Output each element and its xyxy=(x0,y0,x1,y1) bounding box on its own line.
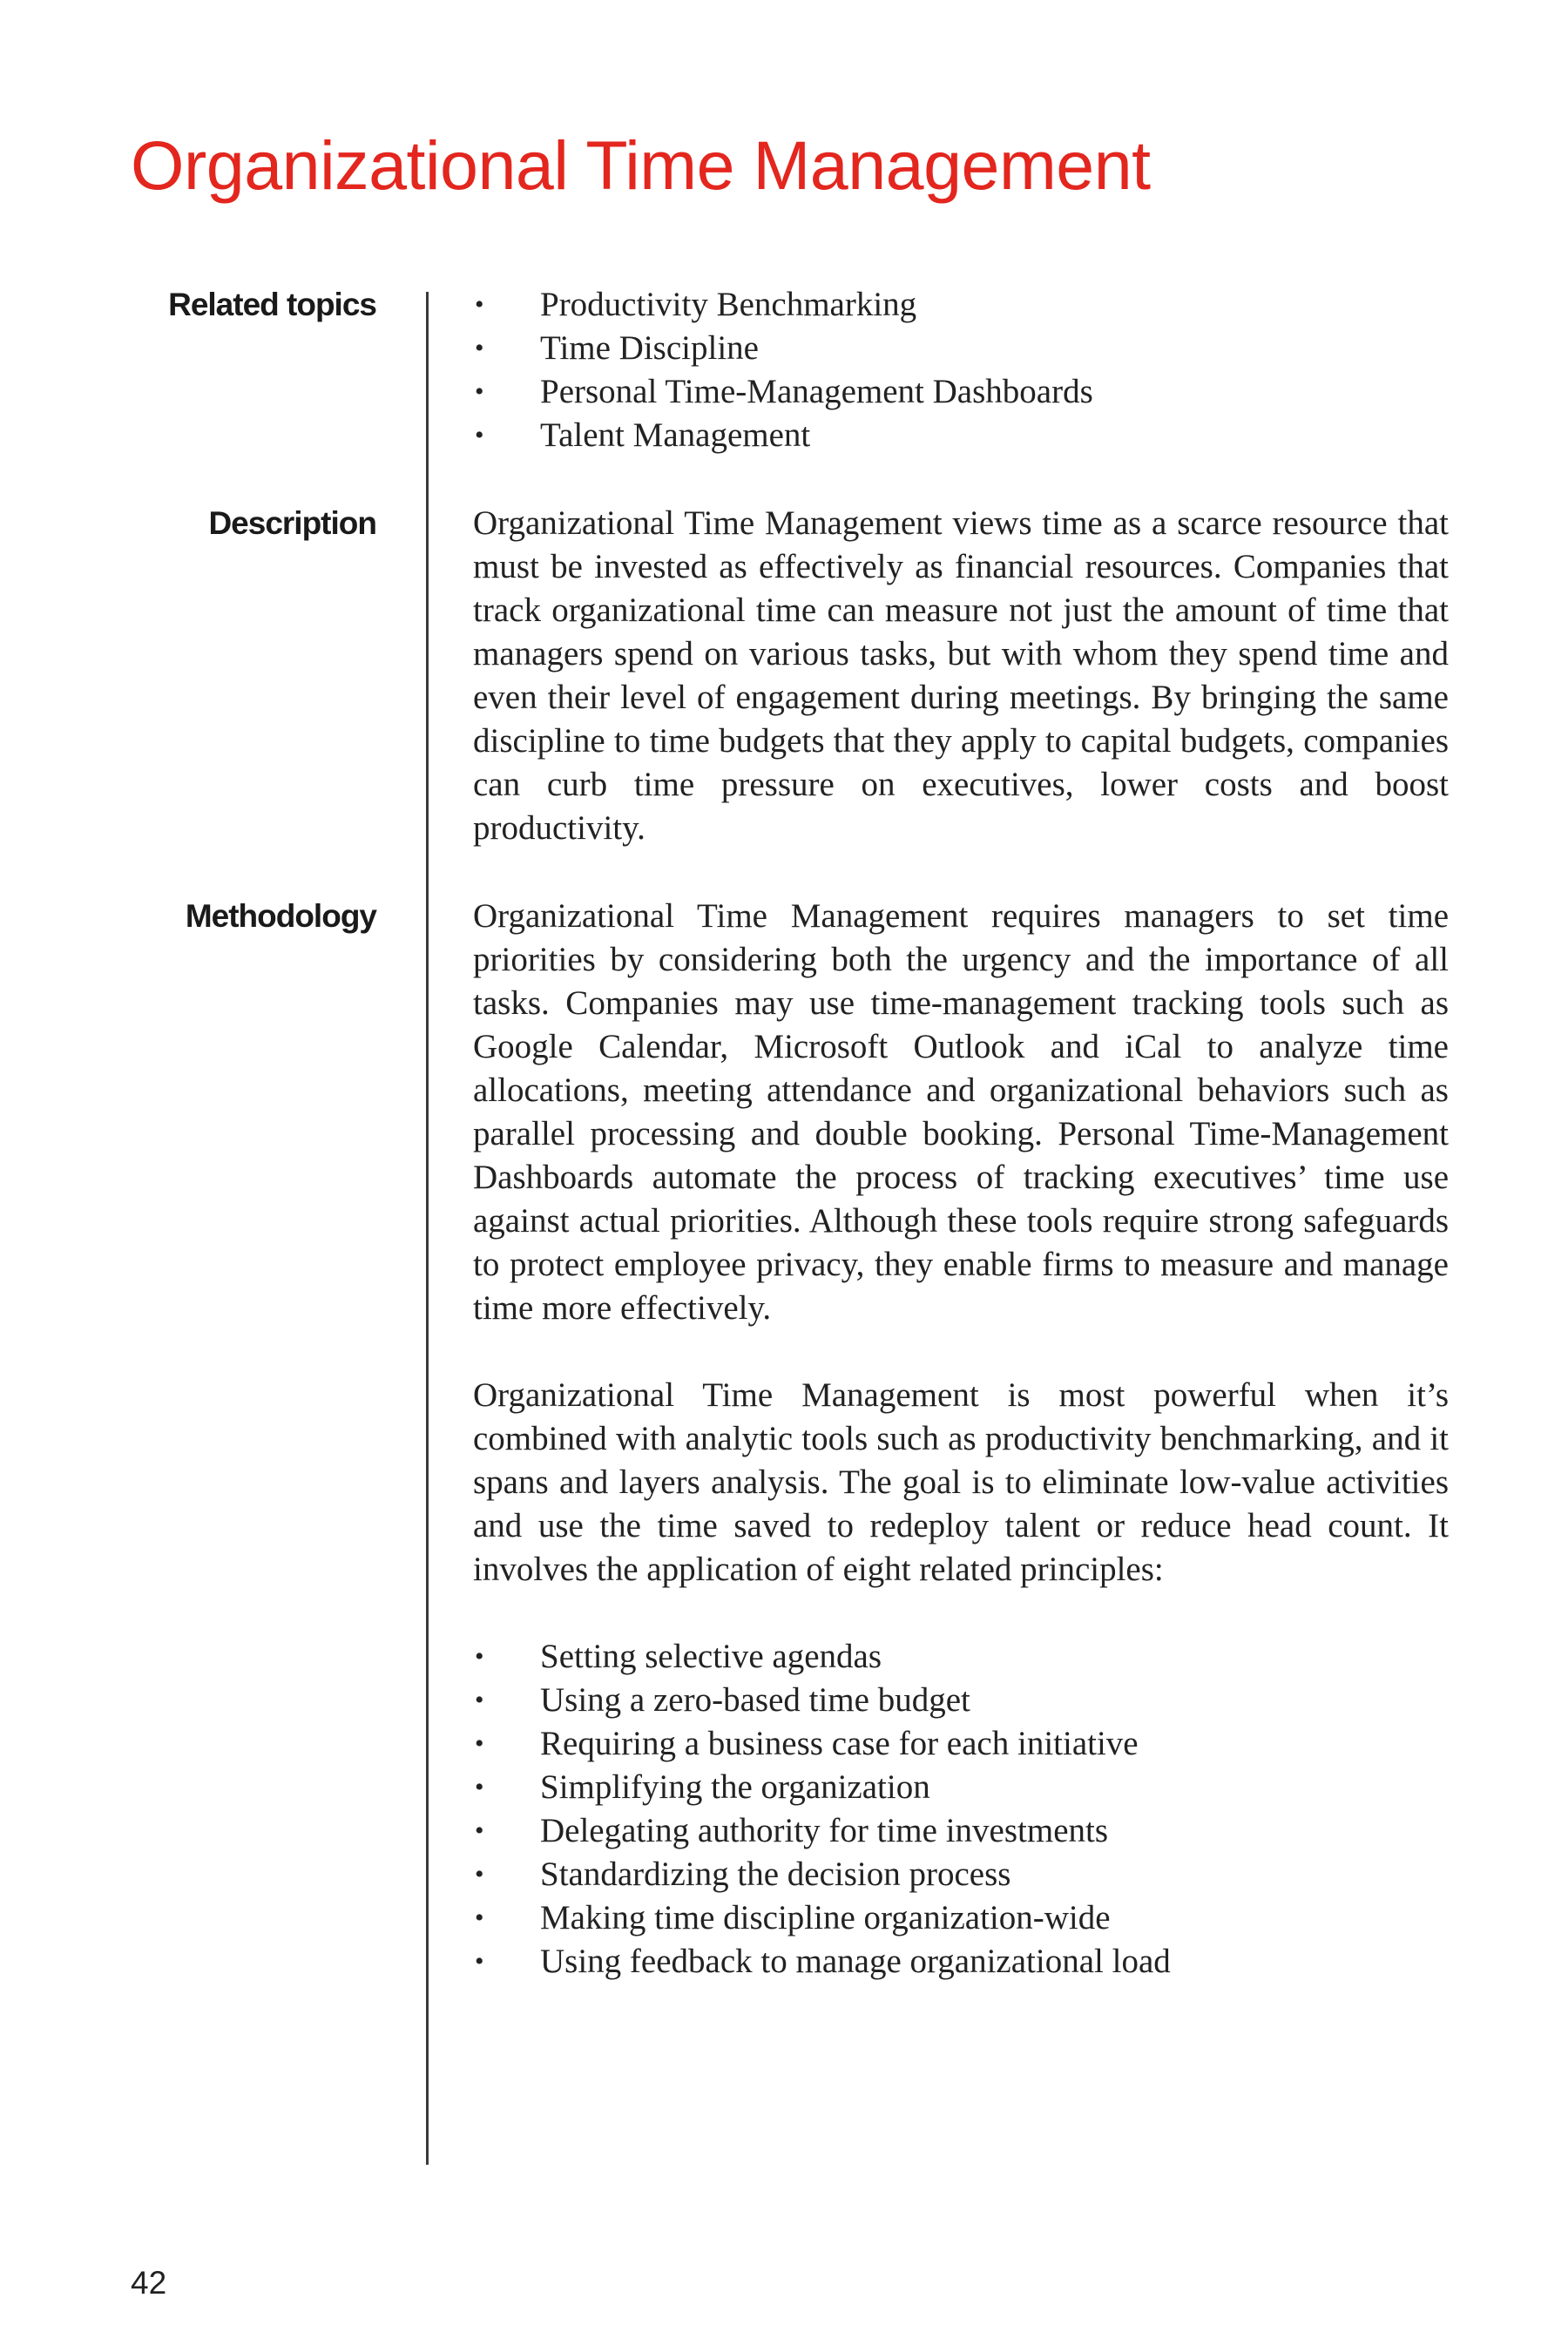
list-item xyxy=(473,1766,1449,1809)
bullet-icon: • xyxy=(475,334,484,362)
related-topics-body xyxy=(473,283,1449,457)
bullet-icon: • xyxy=(475,1773,484,1801)
principle-text: Making time discipline organization-wide xyxy=(540,1899,1111,1936)
bullet-icon: • xyxy=(475,1903,484,1932)
description-body xyxy=(473,502,1449,850)
related-topic-text: Time Discipline xyxy=(540,329,759,367)
related-topic-text: Productivity Benchmarking xyxy=(540,286,917,323)
list-item xyxy=(473,283,1449,327)
bullet-icon: • xyxy=(475,377,484,406)
list-item xyxy=(473,1940,1449,1984)
list-item xyxy=(473,1853,1449,1896)
related-topic-text: Talent Management xyxy=(540,416,811,454)
principles-list xyxy=(473,1635,1449,1984)
list-item xyxy=(473,1896,1449,1940)
bullet-icon: • xyxy=(475,1686,484,1714)
principle-text: Using feedback to manage organizational load xyxy=(540,1943,1171,1980)
bullet-icon: • xyxy=(475,1860,484,1889)
list-item xyxy=(473,1635,1449,1679)
bullet-icon: • xyxy=(475,290,484,319)
principle-text: Requiring a business case for each initiative xyxy=(540,1725,1139,1762)
description-paragraph: Organizational Time Management views time as a scarce resource that must be invested as effectively as financial resources. Companies that track organizational time can measure not just the amount of time that managers spend on various tasks, but with whom they spend time and even their level of engagement during meetings. By bringing the same discipline to time budgets that they apply to capital budgets, companies can curb time pressure on executives, lower costs and boost productivity. xyxy=(473,504,1449,847)
list-item xyxy=(473,414,1449,457)
description-label: Description xyxy=(208,505,376,541)
bullet-icon: • xyxy=(475,1947,484,1976)
page-number: 42 xyxy=(131,2265,167,2301)
list-item xyxy=(473,370,1449,414)
related-topics-label: Related topics xyxy=(168,287,376,322)
principle-text: Standardizing the decision process xyxy=(540,1855,1011,1893)
principle-text: Delegating authority for time investments xyxy=(540,1812,1109,1849)
bullet-icon: • xyxy=(475,1729,484,1758)
principle-text: Setting selective agendas xyxy=(540,1638,882,1675)
related-topic-text: Personal Time-Management Dashboards xyxy=(540,373,1093,410)
methodology-paragraph: Organizational Time Management is most powerful when it’s combined with analytic tools such as productivity benchmarking, and it spans and layers analysis. The goal is to eliminate low-value activities and use the time saved to redeploy talent or reduce head count. It involves the application of eight related principles: xyxy=(473,1376,1449,1588)
bullet-icon: • xyxy=(475,421,484,449)
list-item xyxy=(473,1679,1449,1722)
vertical-divider xyxy=(426,292,429,2165)
list-item xyxy=(473,327,1449,370)
principle-text: Simplifying the organization xyxy=(540,1768,930,1806)
related-topics-list xyxy=(473,283,1449,457)
bullet-icon: • xyxy=(475,1816,484,1845)
methodology-paragraph: Organizational Time Management requires managers to set time priorities by considering both the urgency and the importance of all tasks. Companies may use time-management tracking tools such as Google Calendar, Microsoft Outlook and iCal to analyze time allocations, meeting attendance and organizational behaviors such as parallel processing and double booking. Personal Time-Management Dashboards automate the process of tracking executives’ time use against actual priorities. Although these tools require strong safeguards to protect employee privacy, they enable firms to measure and manage time more effectively. xyxy=(473,897,1449,1327)
methodology-body xyxy=(473,895,1449,1984)
methodology-label: Methodology xyxy=(185,898,376,934)
page-title: Organizational Time Management xyxy=(131,126,1151,204)
list-item xyxy=(473,1722,1449,1766)
list-item xyxy=(473,1809,1449,1853)
bullet-icon: • xyxy=(475,1642,484,1671)
principle-text: Using a zero-based time budget xyxy=(540,1681,970,1719)
